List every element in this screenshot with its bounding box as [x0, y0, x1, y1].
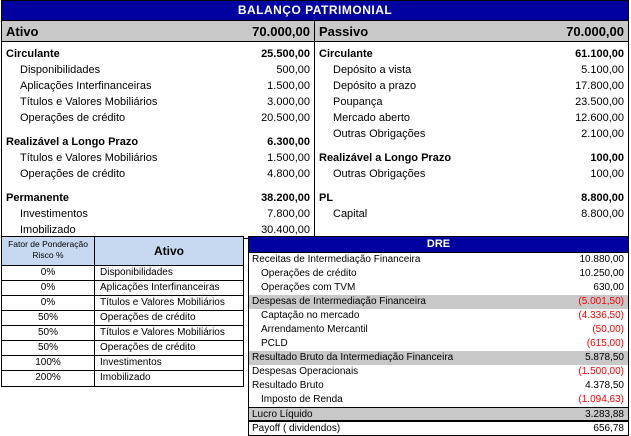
balance-row-label: Disponibilidades [20, 64, 101, 76]
dre-row-value: 5.878,50 [585, 352, 624, 363]
dre-row-label: Captação no mercado [261, 310, 360, 321]
risk-weight-asset: Títulos e Valores Mobiliários [100, 297, 225, 308]
balance-row [2, 206, 314, 222]
dre-row [249, 267, 628, 281]
assets-column [2, 21, 315, 238]
balance-row-value: 100,00 [590, 152, 624, 164]
risk-weight-percent: 50% [2, 341, 95, 355]
dre-row [249, 407, 628, 421]
balance-row-value: 3.000,00 [267, 96, 310, 108]
risk-weight-row [2, 371, 243, 386]
balance-row [315, 166, 628, 182]
risk-weight-asset: Aplicações Interfinanceiras [100, 282, 220, 293]
risk-weight-row [2, 311, 243, 326]
balance-row-label: Mercado aberto [333, 112, 411, 124]
balance-row-value: 30.400,00 [261, 224, 310, 236]
balance-row-label: Permanente [6, 192, 69, 204]
risk-weight-asset: Investimentos [100, 357, 162, 368]
balance-row-value: 17.800,00 [575, 80, 624, 92]
balance-row-value: 100,00 [590, 168, 624, 180]
liabilities-header-value: 70.000,00 [566, 23, 624, 39]
balance-row-label: Imobilizado [20, 224, 76, 236]
balance-row [315, 94, 628, 110]
dre-row [249, 351, 628, 365]
balance-row [315, 110, 628, 126]
dre-row-value: 10.250,00 [579, 268, 624, 279]
balance-row [315, 150, 628, 166]
risk-weight-asset: Operações de crédito [100, 342, 196, 353]
risk-weight-header [2, 237, 243, 266]
risk-weight-table [1, 236, 244, 387]
risk-weight-percent: 50% [2, 326, 95, 340]
balance-row-value: 23.500,00 [575, 96, 624, 108]
dre-row [249, 365, 628, 379]
dre-row-value: (50,00) [592, 324, 624, 335]
dre-row-value: (1.094,63) [578, 394, 624, 405]
assets-header-label: Ativo [6, 23, 39, 39]
risk-weight-percent: 200% [2, 371, 95, 386]
balance-row-label: Capital [333, 208, 368, 220]
balance-row-value: 1.500,00 [267, 80, 310, 92]
dre-row-label: Despesas de Intermediação Financeira [252, 296, 426, 307]
balance-row [2, 62, 314, 78]
risk-weight-percent: 0% [2, 266, 95, 280]
balance-row-label: Circulante [6, 48, 60, 60]
balance-row-label: Circulante [319, 48, 373, 60]
dre-row-label: Despesas Operacionais [252, 366, 359, 377]
balance-row-label: Outras Obrigações [333, 128, 426, 140]
balance-row-spacer [315, 222, 628, 230]
balance-row-label: Poupança [333, 96, 383, 108]
dre-row-value: (5.001,50) [578, 296, 624, 307]
balance-row-value: 500,00 [276, 64, 310, 76]
balance-row [315, 206, 628, 222]
dre-row-label: PCLD [261, 338, 288, 349]
balance-row-value: 1.500,00 [267, 152, 310, 164]
risk-weight-row [2, 296, 243, 311]
balance-row [2, 134, 314, 150]
dre-row-value: 656,78 [593, 423, 624, 434]
balance-row [2, 110, 314, 126]
dre-title: DRE [249, 237, 628, 253]
balance-row-label: Realizável a Longo Prazo [319, 152, 452, 164]
assets-header [2, 21, 314, 42]
dre-row-value: (4.336,50) [578, 310, 624, 321]
balance-row-spacer [2, 126, 314, 134]
balance-row-value: 61.100,00 [575, 48, 624, 60]
dre-row-value: 630,00 [593, 282, 624, 293]
balance-row-label: Investimentos [20, 208, 88, 220]
risk-weight-percent: 0% [2, 281, 95, 295]
balance-row [315, 46, 628, 62]
risk-weight-header-line2: Risco % [32, 250, 64, 260]
dre-row [249, 295, 628, 309]
balance-row-label: Depósito a vista [333, 64, 412, 76]
balance-row [315, 190, 628, 206]
dre-row-label: Operações de crédito [261, 268, 357, 279]
balance-row-label: Realizável a Longo Prazo [6, 136, 139, 148]
dre-row [249, 393, 628, 407]
liabilities-header-label: Passivo [319, 23, 369, 39]
liabilities-column [315, 21, 628, 238]
risk-weight-header-line1: Fator de Ponderação [8, 239, 88, 249]
balance-row-value: 8.800,00 [581, 192, 624, 204]
dre-row-label: Lucro Líquido [252, 409, 313, 420]
dre-row [249, 421, 628, 435]
balance-row-value: 7.800,00 [267, 208, 310, 220]
balance-row [2, 166, 314, 182]
balance-sheet-panel [1, 0, 629, 239]
balance-row-value: 12.600,00 [575, 112, 624, 124]
risk-weight-header-asset: Ativo [154, 244, 184, 258]
balance-row-label: Operações de crédito [20, 168, 126, 180]
risk-weight-row [2, 341, 243, 356]
risk-weight-asset: Títulos e Valores Mobiliários [100, 327, 225, 338]
risk-weight-row [2, 281, 243, 296]
balance-row [315, 78, 628, 94]
balance-row [2, 150, 314, 166]
balance-row-value: 6.300,00 [267, 136, 310, 148]
dre-panel [248, 236, 629, 436]
dre-row-value: 4.378,50 [585, 380, 624, 391]
risk-weight-row [2, 326, 243, 341]
balance-row-spacer [315, 142, 628, 150]
liabilities-rows [315, 46, 628, 230]
risk-weight-percent: 0% [2, 296, 95, 310]
balance-row [2, 46, 314, 62]
risk-weight-row [2, 266, 243, 281]
balance-row-value: 25.500,00 [261, 48, 310, 60]
balance-row-value: 8.800,00 [581, 208, 624, 220]
balance-row [2, 78, 314, 94]
risk-weight-asset: Operações de crédito [100, 312, 196, 323]
balance-row [315, 126, 628, 142]
balance-row-label: PL [319, 192, 334, 204]
balance-row [2, 190, 314, 206]
balance-row-label: Aplicações Interfinanceiras [20, 80, 152, 92]
balance-row [2, 94, 314, 110]
balance-row-value: 4.800,00 [267, 168, 310, 180]
assets-header-value: 70.000,00 [252, 23, 310, 39]
dre-row-value: 3.283,88 [585, 409, 624, 420]
balance-row-value: 2.100,00 [581, 128, 624, 140]
balance-row-spacer [315, 182, 628, 190]
dre-row-value: 10.880,00 [579, 254, 624, 265]
dre-row [249, 337, 628, 351]
balance-row [315, 62, 628, 78]
dre-row [249, 379, 628, 393]
dre-row-label: Resultado Bruto [252, 380, 324, 391]
risk-weight-asset: Imobilizado [100, 372, 151, 383]
balance-row-value: 20.500,00 [261, 112, 310, 124]
balance-row-spacer [2, 182, 314, 190]
balance-row-label: Operações de crédito [20, 112, 126, 124]
dre-row-label: Payoff ( dividendos) [252, 423, 341, 434]
risk-weight-header-factor [2, 237, 95, 265]
balance-row-label: Outras Obrigações [333, 168, 426, 180]
dre-row [249, 309, 628, 323]
dre-row-value: (1.500,00) [578, 366, 624, 377]
dre-rows [249, 253, 628, 435]
balance-sheet-body [2, 21, 628, 238]
dre-row-label: Receitas de Intermediação Financeira [252, 254, 421, 265]
dre-row-label: Imposto de Renda [261, 394, 343, 405]
balance-row-label: Títulos e Valores Mobiliários [20, 96, 158, 108]
balance-row-value: 5.100,00 [581, 64, 624, 76]
dre-row [249, 323, 628, 337]
dre-row [249, 281, 628, 295]
dre-row-label: Operações com TVM [261, 282, 356, 293]
liabilities-header [315, 21, 628, 42]
dre-row-label: Arrendamento Mercantil [261, 324, 368, 335]
balance-row-value: 38.200,00 [261, 192, 310, 204]
risk-weight-rows [2, 266, 243, 386]
balance-row-label: Títulos e Valores Mobiliários [20, 152, 158, 164]
balance-row-label: Depósito a prazo [333, 80, 417, 92]
risk-weight-row [2, 356, 243, 371]
risk-weight-percent: 100% [2, 356, 95, 370]
risk-weight-asset: Disponibilidades [100, 267, 173, 278]
risk-weight-percent: 50% [2, 311, 95, 325]
balance-sheet-title: BALANÇO PATRIMONIAL [2, 1, 628, 21]
dre-row-value: (615,00) [586, 338, 624, 349]
assets-rows [2, 46, 314, 238]
dre-row [249, 253, 628, 267]
dre-row-label: Resultado Bruto da Intermediação Financeira [252, 352, 454, 363]
